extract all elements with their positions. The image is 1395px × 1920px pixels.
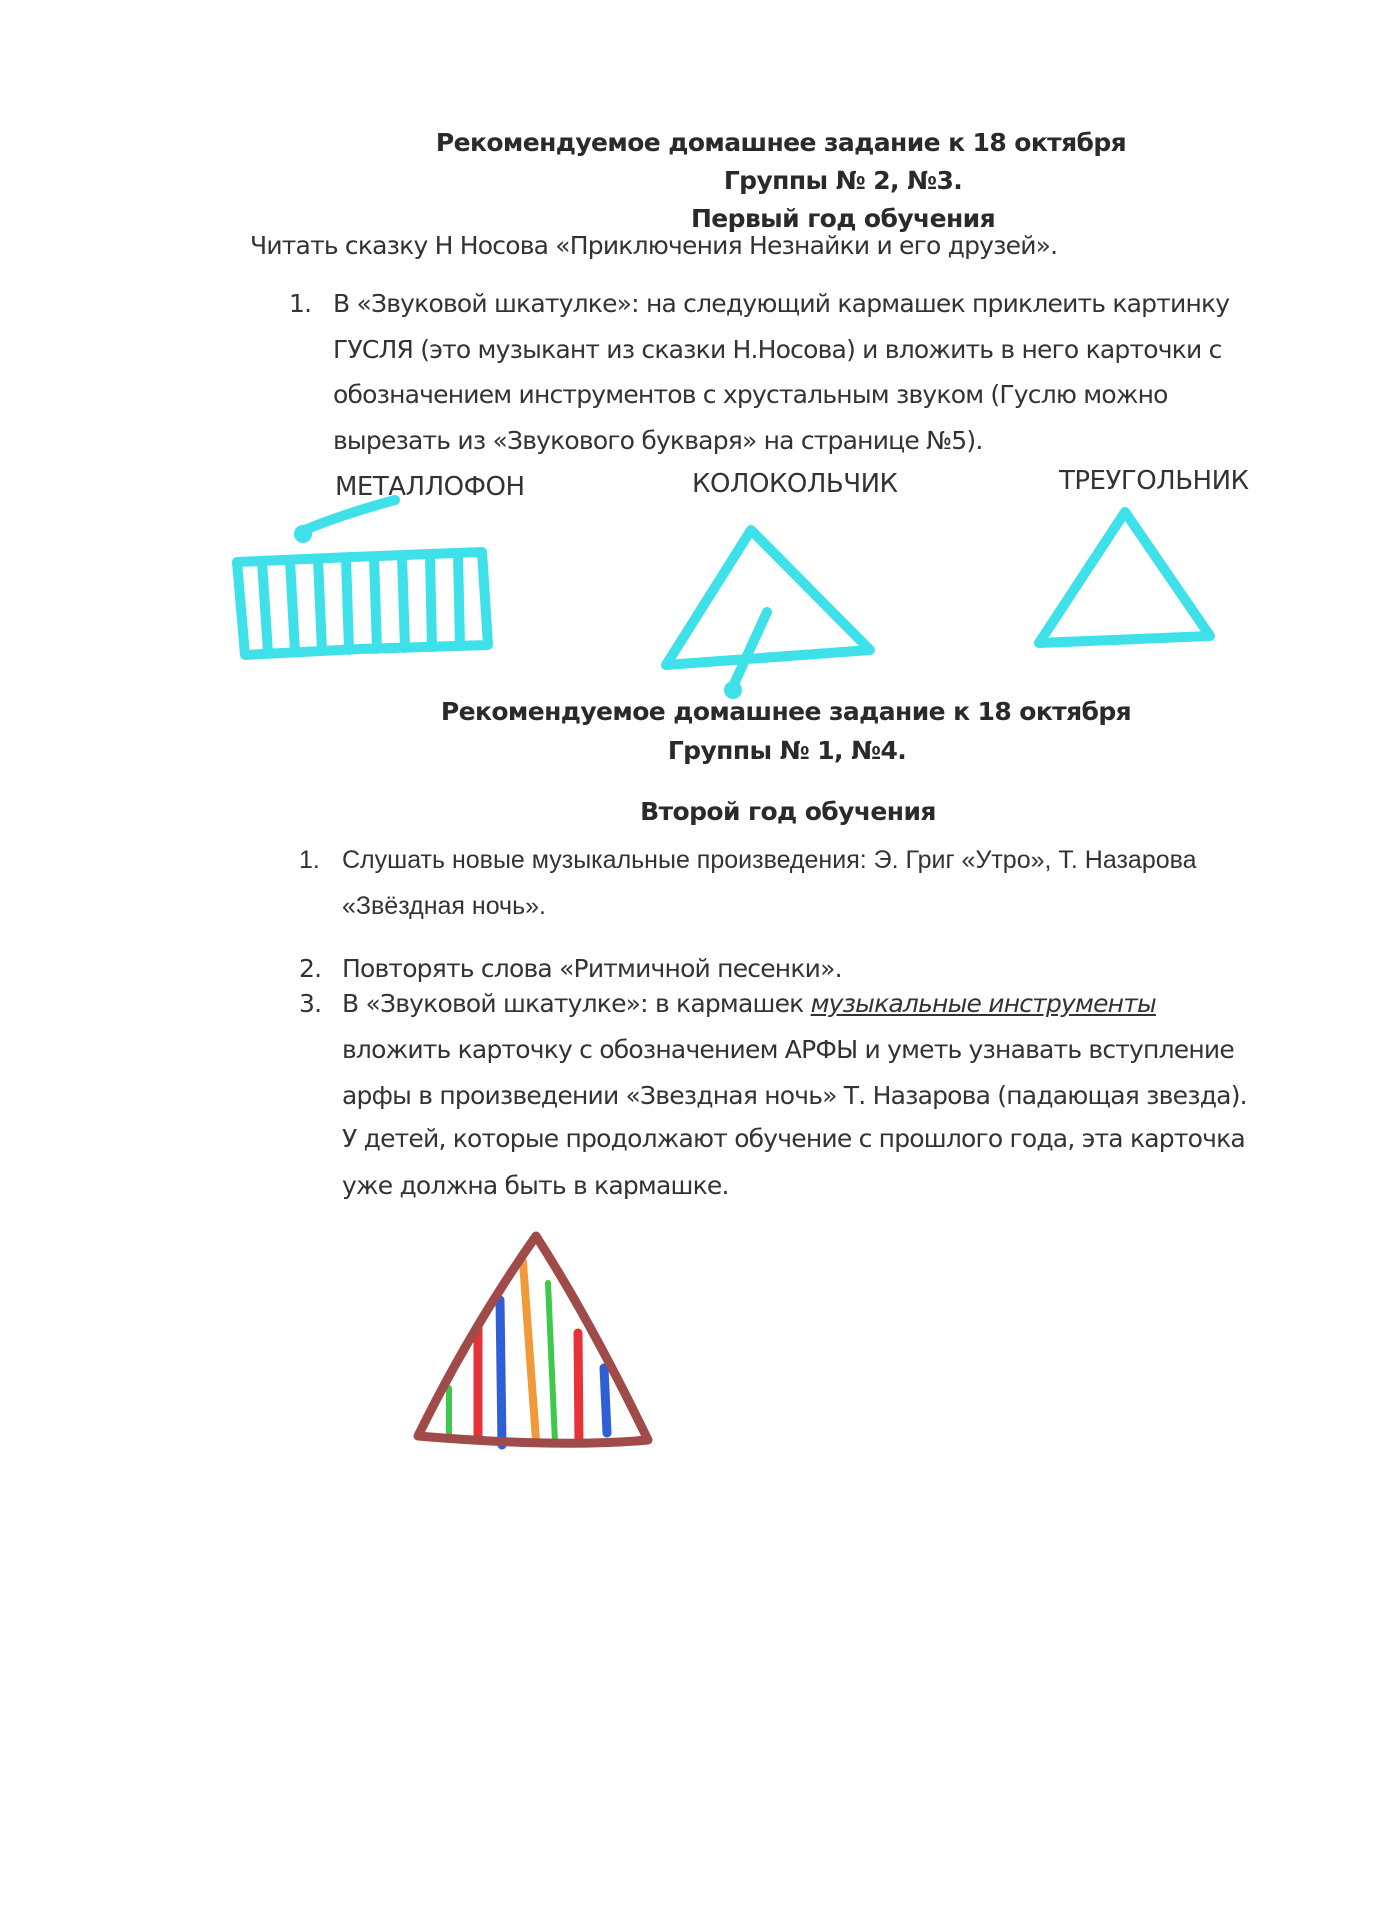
- section2-item2-line1: Повторять слова «Ритмичной песенки».: [342, 954, 842, 983]
- section1-title: Рекомендуемое домашнее задание к 18 октября: [435, 128, 1127, 157]
- bell-icon: [666, 530, 870, 699]
- section1-item1-line3: обозначением инструментов с хрустальным звуком (Гуслю можно: [333, 380, 1168, 409]
- metallophone-icon: [237, 500, 488, 655]
- section2-item3-line3: арфы в произведении «Звездная ночь» Т. Назарова (падающая звезда).: [342, 1081, 1247, 1110]
- harp-icon: [418, 1236, 648, 1445]
- section2-item3-line5: уже должна быть в кармашке.: [342, 1171, 729, 1200]
- section1-item1-line2: ГУСЛЯ (это музыкант из сказки Н.Носова) и вложить в него карточки с: [333, 335, 1222, 364]
- section2-item2-number: 2.: [299, 954, 322, 983]
- section1-intro: Читать сказку Н Носова «Приключения Незнайки и его друзей».: [250, 231, 1058, 260]
- section2-item1-line2: «Звёздная ночь».: [342, 892, 546, 920]
- section2-item3-number: 3.: [299, 989, 322, 1018]
- section2-item3-emphasis: музыкальные инструменты: [810, 989, 1156, 1018]
- label-bell: КОЛОКОЛЬЧИК: [692, 469, 898, 499]
- section1-item1-number: 1.: [289, 289, 312, 318]
- section2-item3-line1: [342, 989, 1156, 1018]
- section1-year: Первый год обучения: [690, 204, 996, 233]
- section1-item1-line1: В «Звуковой шкатулке»: на следующий кармашек приклеить картинку: [333, 289, 1230, 318]
- section2-year: Второй год обучения: [640, 797, 936, 826]
- section1-item1-line4: вырезать из «Звукового букваря» на странице №5).: [333, 426, 983, 455]
- section2-item3-line2: вложить карточку с обозначением АРФЫ и уметь узнавать вступление: [342, 1035, 1234, 1064]
- section2-title: Рекомендуемое домашнее задание к 18 октября: [440, 697, 1132, 726]
- label-metallophone: МЕТАЛЛОФОН: [335, 472, 525, 502]
- triangle-icon: [1039, 512, 1210, 643]
- section2-item3-line4: У детей, которые продолжают обучение с прошлого года, эта карточка: [342, 1124, 1245, 1153]
- label-triangle: ТРЕУГОЛЬНИК: [1059, 466, 1249, 496]
- section1-groups: Группы № 2, №3.: [723, 166, 963, 195]
- section2-item1-number: 1.: [299, 846, 320, 874]
- section2-groups: Группы № 1, №4.: [667, 736, 907, 765]
- section2-item1-line1: Слушать новые музыкальные произведения: Э. Григ «Утро», Т. Назарова: [342, 846, 1197, 874]
- section2-item3-prefix: В «Звуковой шкатулке»: в кармашек: [342, 989, 811, 1018]
